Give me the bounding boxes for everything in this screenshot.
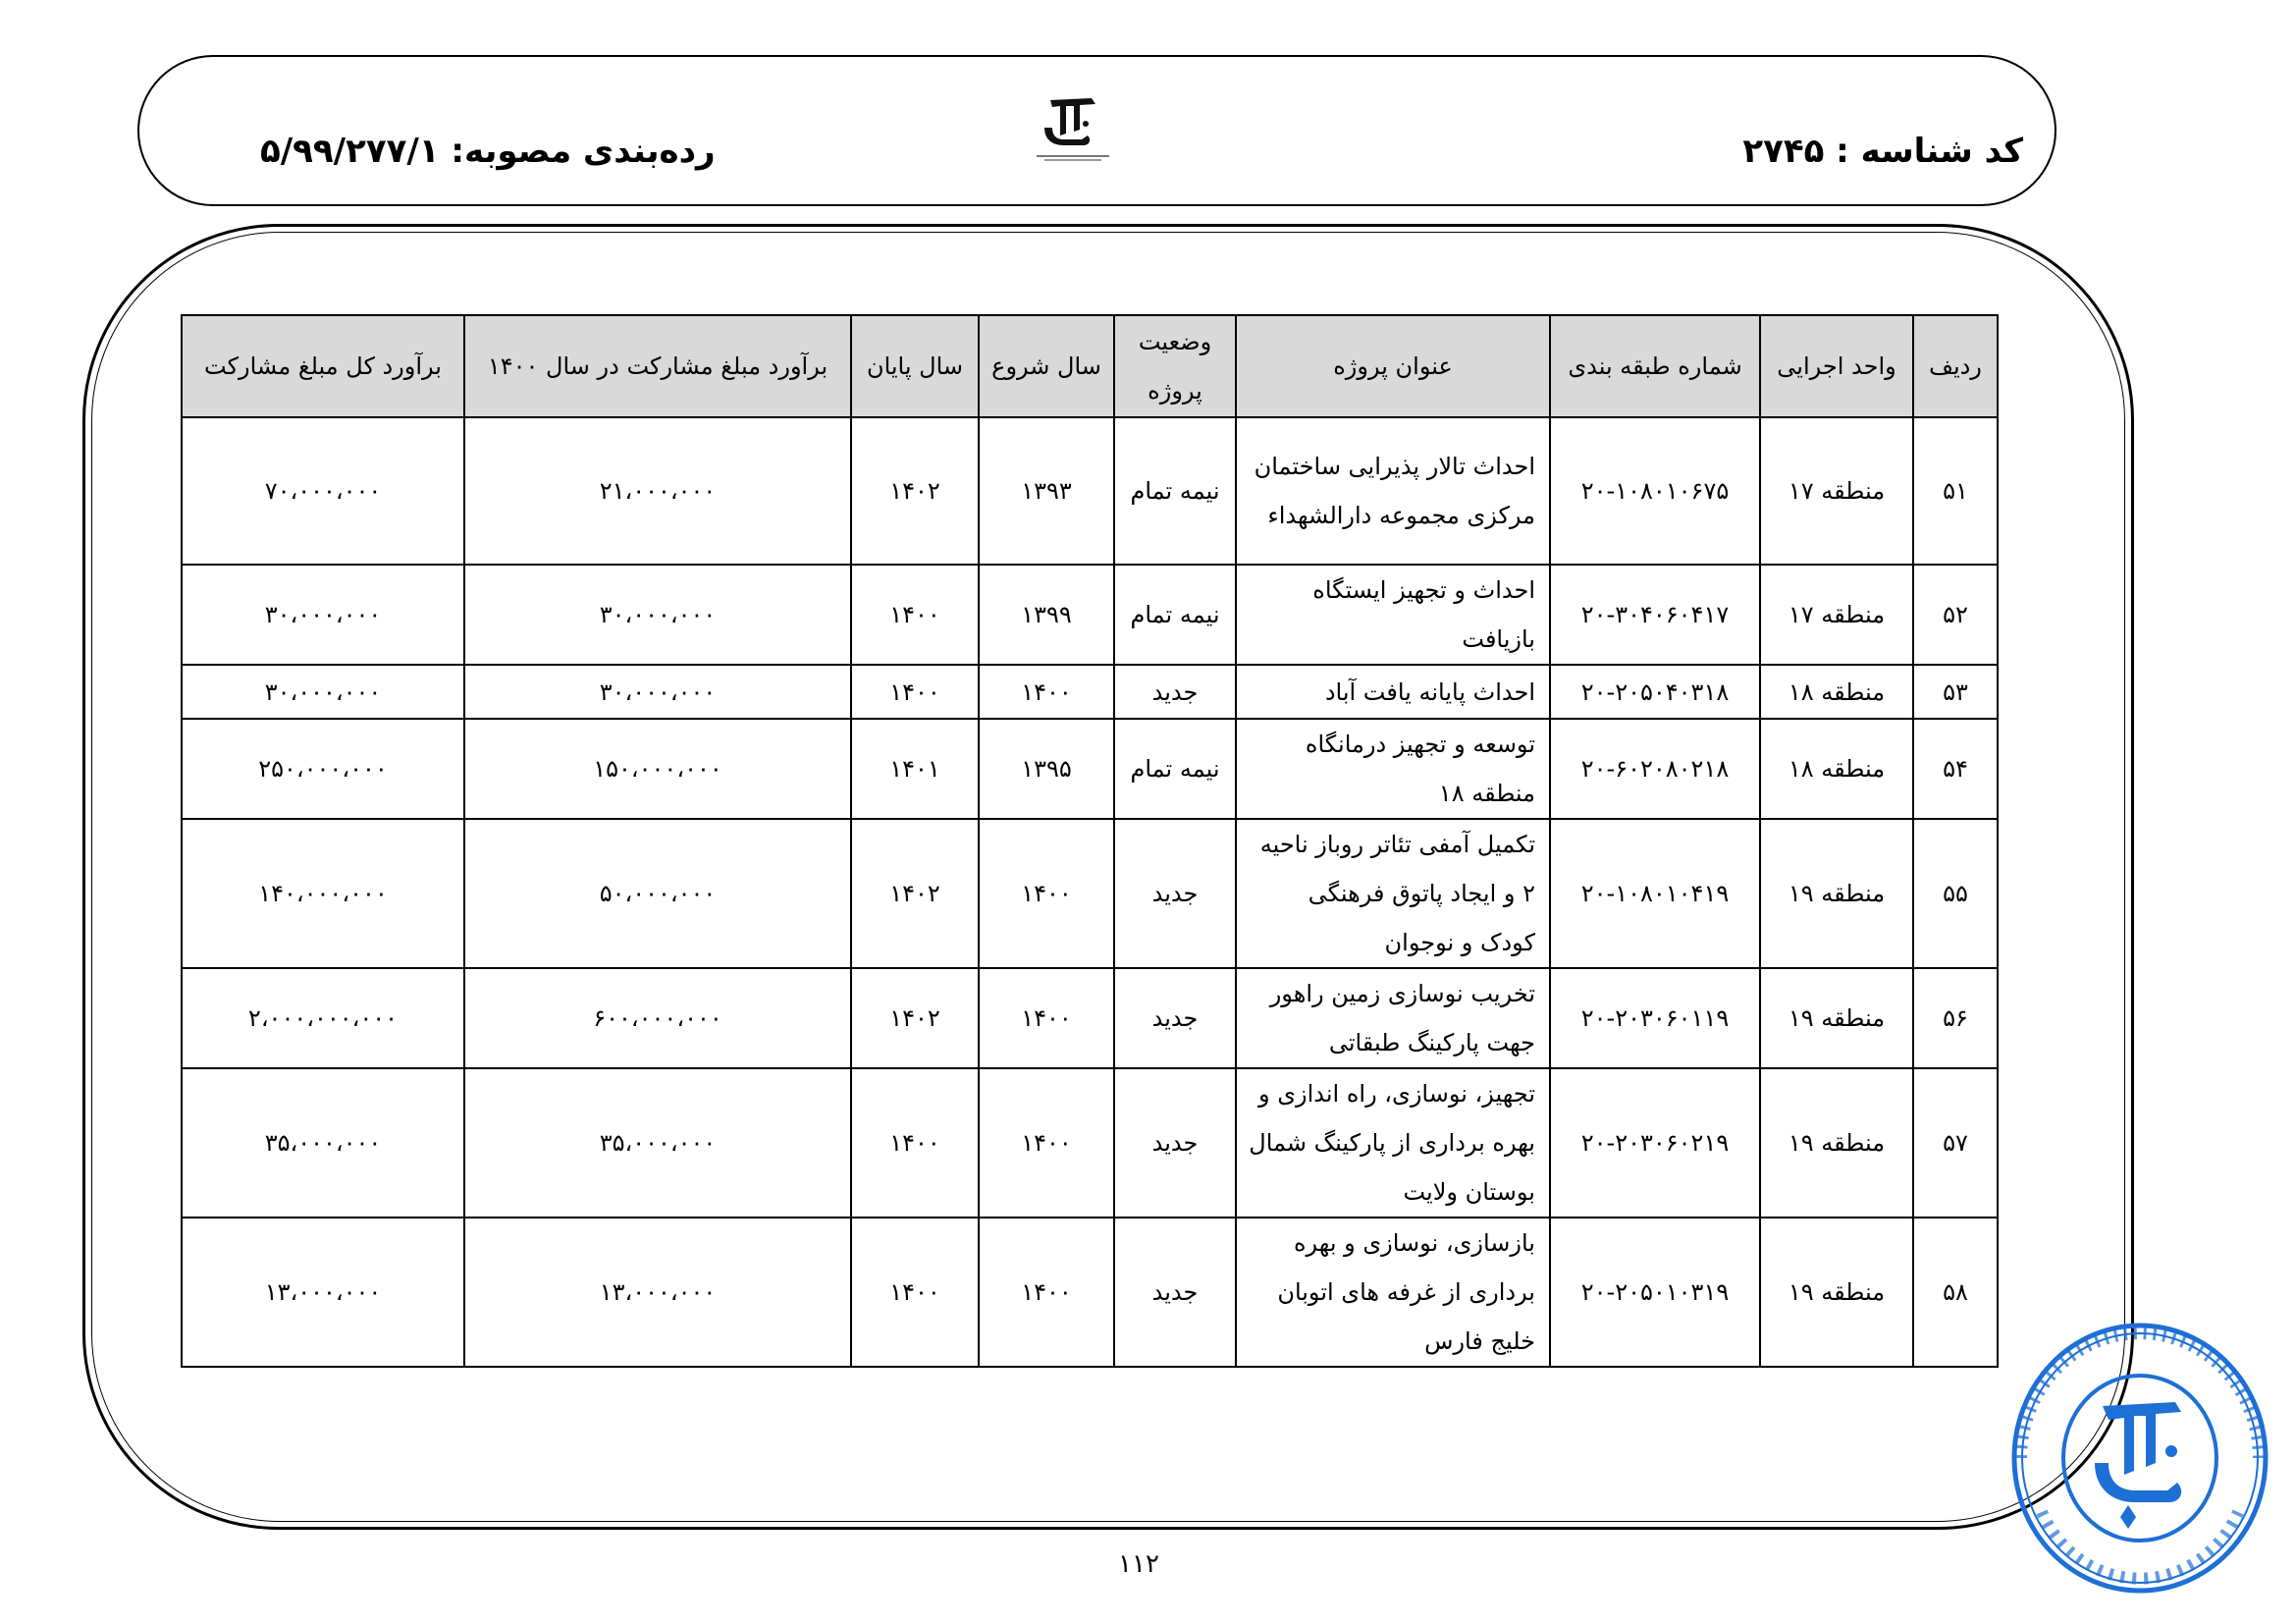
table-row bbox=[182, 565, 1998, 665]
cell-status: نیمه تمام bbox=[1114, 719, 1236, 819]
cell-est-1400: ۱۳،۰۰۰،۰۰۰ bbox=[464, 1218, 851, 1367]
table-row bbox=[182, 968, 1998, 1068]
cell-unit: منطقه ۱۹ bbox=[1760, 819, 1913, 968]
table-row bbox=[182, 417, 1998, 565]
cell-unit: منطقه ۱۸ bbox=[1760, 665, 1913, 719]
cell-unit: منطقه ۱۹ bbox=[1760, 1218, 1913, 1367]
cell-row: ۵۶ bbox=[1913, 968, 1998, 1068]
cell-est-total: ۲۵۰،۰۰۰،۰۰۰ bbox=[182, 719, 464, 819]
table-header-row bbox=[182, 315, 1998, 417]
cell-est-total: ۳۰،۰۰۰،۰۰۰ bbox=[182, 665, 464, 719]
cell-title: تخریب نوسازی زمین راهور جهت پارکینگ طبقاتی bbox=[1236, 968, 1550, 1068]
cell-title: تکمیل آمفی تئاتر روباز ناحیه ۲ و ایجاد پاتوق فرهنگی کودک و نوجوان bbox=[1236, 819, 1550, 968]
cell-class-no: ۲۰-۲۰۵۰۱۰۳۱۹ bbox=[1550, 1218, 1760, 1367]
cell-status: نیمه تمام bbox=[1114, 565, 1236, 665]
table-row bbox=[182, 665, 1998, 719]
cell-class-no: ۲۰-۱۰۸۰۱۰۶۷۵ bbox=[1550, 417, 1760, 565]
cell-title: تجهیز، نوسازی، راه اندازی و بهره برداری از پارکینگ شمال بوستان ولایت bbox=[1236, 1068, 1550, 1218]
cell-end: ۱۴۰۰ bbox=[851, 665, 979, 719]
cell-est-total: ۳۵،۰۰۰،۰۰۰ bbox=[182, 1068, 464, 1218]
page-number: ۱۱۲ bbox=[1118, 1549, 1159, 1579]
approval-classification: رده‌بندی مصوبه: ۵/۹۹/۲۷۷/۱ bbox=[260, 132, 716, 171]
table-row bbox=[182, 819, 1998, 968]
cell-start: ۱۳۹۹ bbox=[979, 565, 1114, 665]
col-header-est-total: برآورد کل مبلغ مشارکت bbox=[182, 315, 464, 417]
col-header-unit: واحد اجرایی bbox=[1760, 315, 1913, 417]
cell-end: ۱۴۰۰ bbox=[851, 1068, 979, 1218]
cell-start: ۱۴۰۰ bbox=[979, 1218, 1114, 1367]
cell-unit: منطقه ۱۹ bbox=[1760, 1068, 1913, 1218]
col-header-start: سال شروع bbox=[979, 315, 1114, 417]
cell-status: جدید bbox=[1114, 819, 1236, 968]
cell-status: نیمه تمام bbox=[1114, 417, 1236, 565]
cell-class-no: ۲۰-۳۰۴۰۶۰۴۱۷ bbox=[1550, 565, 1760, 665]
col-header-est-1400: برآورد مبلغ مشارکت در سال ۱۴۰۰ bbox=[464, 315, 851, 417]
cell-unit: منطقه ۱۷ bbox=[1760, 565, 1913, 665]
cell-start: ۱۳۹۳ bbox=[979, 417, 1114, 565]
cell-end: ۱۴۰۰ bbox=[851, 565, 979, 665]
cell-est-1400: ۵۰،۰۰۰،۰۰۰ bbox=[464, 819, 851, 968]
table-row bbox=[182, 719, 1998, 819]
tehran-city-council-logo-icon bbox=[1031, 94, 1115, 167]
cell-row: ۵۴ bbox=[1913, 719, 1998, 819]
council-seal-icon bbox=[2002, 1316, 2277, 1600]
col-header-status: وضعیت پروژه bbox=[1114, 315, 1236, 417]
cell-end: ۱۴۰۰ bbox=[851, 1218, 979, 1367]
cell-end: ۱۴۰۲ bbox=[851, 417, 979, 565]
cell-est-1400: ۱۵۰،۰۰۰،۰۰۰ bbox=[464, 719, 851, 819]
table-row bbox=[182, 1068, 1998, 1218]
cell-est-1400: ۳۰،۰۰۰،۰۰۰ bbox=[464, 565, 851, 665]
cell-end: ۱۴۰۲ bbox=[851, 819, 979, 968]
cell-row: ۵۸ bbox=[1913, 1218, 1998, 1367]
cell-start: ۱۴۰۰ bbox=[979, 665, 1114, 719]
cell-class-no: ۲۰-۲۰۳۰۶۰۱۱۹ bbox=[1550, 968, 1760, 1068]
cell-start: ۱۴۰۰ bbox=[979, 819, 1114, 968]
cell-est-total: ۳۰،۰۰۰،۰۰۰ bbox=[182, 565, 464, 665]
cell-status: جدید bbox=[1114, 968, 1236, 1068]
cell-est-1400: ۲۱،۰۰۰،۰۰۰ bbox=[464, 417, 851, 565]
cell-row: ۵۵ bbox=[1913, 819, 1998, 968]
col-header-end: سال پایان bbox=[851, 315, 979, 417]
cell-est-total: ۱۳،۰۰۰،۰۰۰ bbox=[182, 1218, 464, 1367]
cell-start: ۱۳۹۵ bbox=[979, 719, 1114, 819]
cell-est-1400: ۳۵،۰۰۰،۰۰۰ bbox=[464, 1068, 851, 1218]
cell-title: بازسازی، نوسازی و بهره برداری از غرفه های اتوبان خلیج فارس bbox=[1236, 1218, 1550, 1367]
cell-row: ۵۳ bbox=[1913, 665, 1998, 719]
projects-table bbox=[181, 314, 1999, 1368]
cell-est-1400: ۳۰،۰۰۰،۰۰۰ bbox=[464, 665, 851, 719]
cell-est-1400: ۶۰۰،۰۰۰،۰۰۰ bbox=[464, 968, 851, 1068]
cell-class-no: ۲۰-۲۰۵۰۴۰۳۱۸ bbox=[1550, 665, 1760, 719]
document-code: کد شناسه : ۲۷۴۵ bbox=[1742, 132, 2023, 171]
cell-title: احداث تالار پذیرایی ساختمان مرکزی مجموعه دارالشهداء bbox=[1236, 417, 1550, 565]
cell-unit: منطقه ۱۸ bbox=[1760, 719, 1913, 819]
cell-title: احداث و تجهیز ایستگاه بازیافت bbox=[1236, 565, 1550, 665]
cell-start: ۱۴۰۰ bbox=[979, 1068, 1114, 1218]
col-header-class-no: شماره طبقه بندی bbox=[1550, 315, 1760, 417]
cell-est-total: ۱۴۰،۰۰۰،۰۰۰ bbox=[182, 819, 464, 968]
cell-status: جدید bbox=[1114, 1218, 1236, 1367]
cell-row: ۵۲ bbox=[1913, 565, 1998, 665]
col-header-title: عنوان پروژه bbox=[1236, 315, 1550, 417]
cell-title: احداث پایانه یافت آباد bbox=[1236, 665, 1550, 719]
cell-class-no: ۲۰-۶۰۲۰۸۰۲۱۸ bbox=[1550, 719, 1760, 819]
cell-est-total: ۷۰،۰۰۰،۰۰۰ bbox=[182, 417, 464, 565]
cell-status: جدید bbox=[1114, 1068, 1236, 1218]
cell-unit: منطقه ۱۹ bbox=[1760, 968, 1913, 1068]
table-row bbox=[182, 1218, 1998, 1367]
cell-status: جدید bbox=[1114, 665, 1236, 719]
cell-class-no: ۲۰-۲۰۳۰۶۰۲۱۹ bbox=[1550, 1068, 1760, 1218]
cell-row: ۵۱ bbox=[1913, 417, 1998, 565]
col-header-row: ردیف bbox=[1913, 315, 1998, 417]
cell-end: ۱۴۰۲ bbox=[851, 968, 979, 1068]
cell-end: ۱۴۰۱ bbox=[851, 719, 979, 819]
cell-title: توسعه و تجهیز درمانگاه منطقه ۱۸ bbox=[1236, 719, 1550, 819]
cell-start: ۱۴۰۰ bbox=[979, 968, 1114, 1068]
cell-est-total: ۲،۰۰۰،۰۰۰،۰۰۰ bbox=[182, 968, 464, 1068]
cell-unit: منطقه ۱۷ bbox=[1760, 417, 1913, 565]
cell-class-no: ۲۰-۱۰۸۰۱۰۴۱۹ bbox=[1550, 819, 1760, 968]
cell-row: ۵۷ bbox=[1913, 1068, 1998, 1218]
